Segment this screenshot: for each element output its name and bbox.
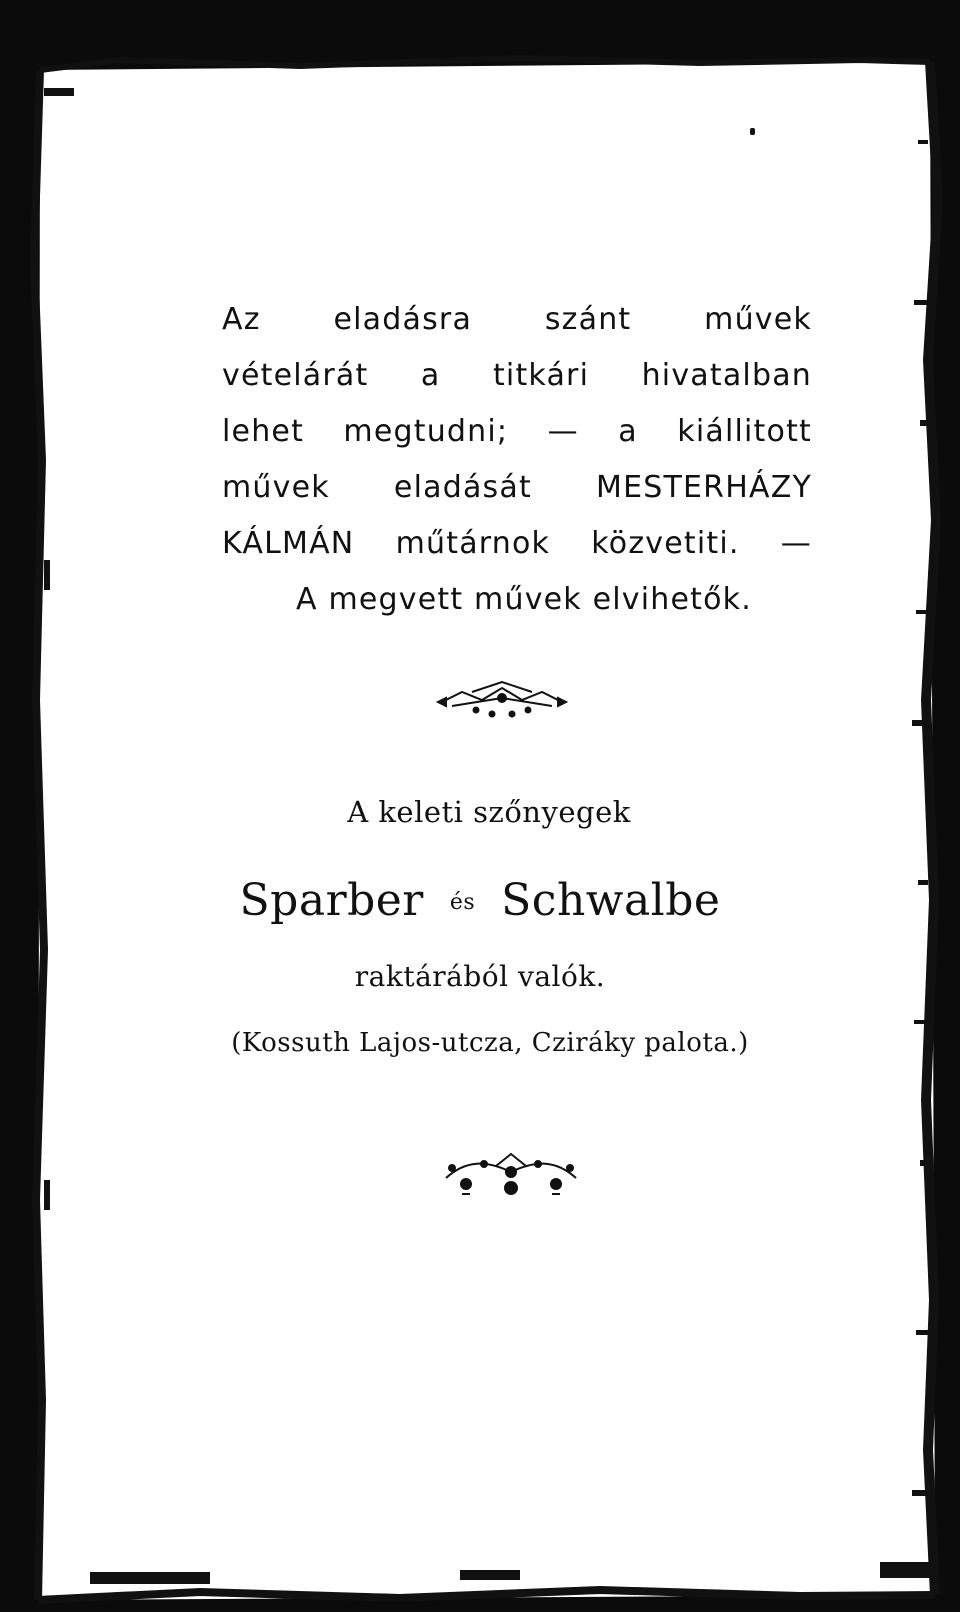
company-name-schwalbe: Schwalbe <box>501 875 721 926</box>
ad-line-2 <box>0 875 960 926</box>
notice-line: KÁLMÁN műtárnok közvetiti. — <box>222 526 812 561</box>
ad-line-1: A keleti szőnyegek <box>347 795 631 829</box>
notice-line: vételárát a titkári hivatalban <box>222 358 812 393</box>
ornament-floral-tailpiece <box>436 1150 586 1200</box>
ink-speck <box>750 128 755 135</box>
notice-line: A megvett művek elvihetők. <box>296 582 752 617</box>
ornament-divider <box>432 680 572 722</box>
notice-line: művek eladását MESTERHÁZY <box>222 470 812 505</box>
ad-address: (Kossuth Lajos-utcza, Cziráky palota.) <box>231 1028 749 1058</box>
notice-line: Az eladásra szánt művek <box>222 302 812 337</box>
company-name-sparber: Sparber <box>239 875 424 926</box>
conjunction: és <box>449 890 476 915</box>
ad-line-3: raktárából valók. <box>354 960 606 993</box>
notice-line: lehet megtudni; — a kiállitott <box>222 414 812 449</box>
